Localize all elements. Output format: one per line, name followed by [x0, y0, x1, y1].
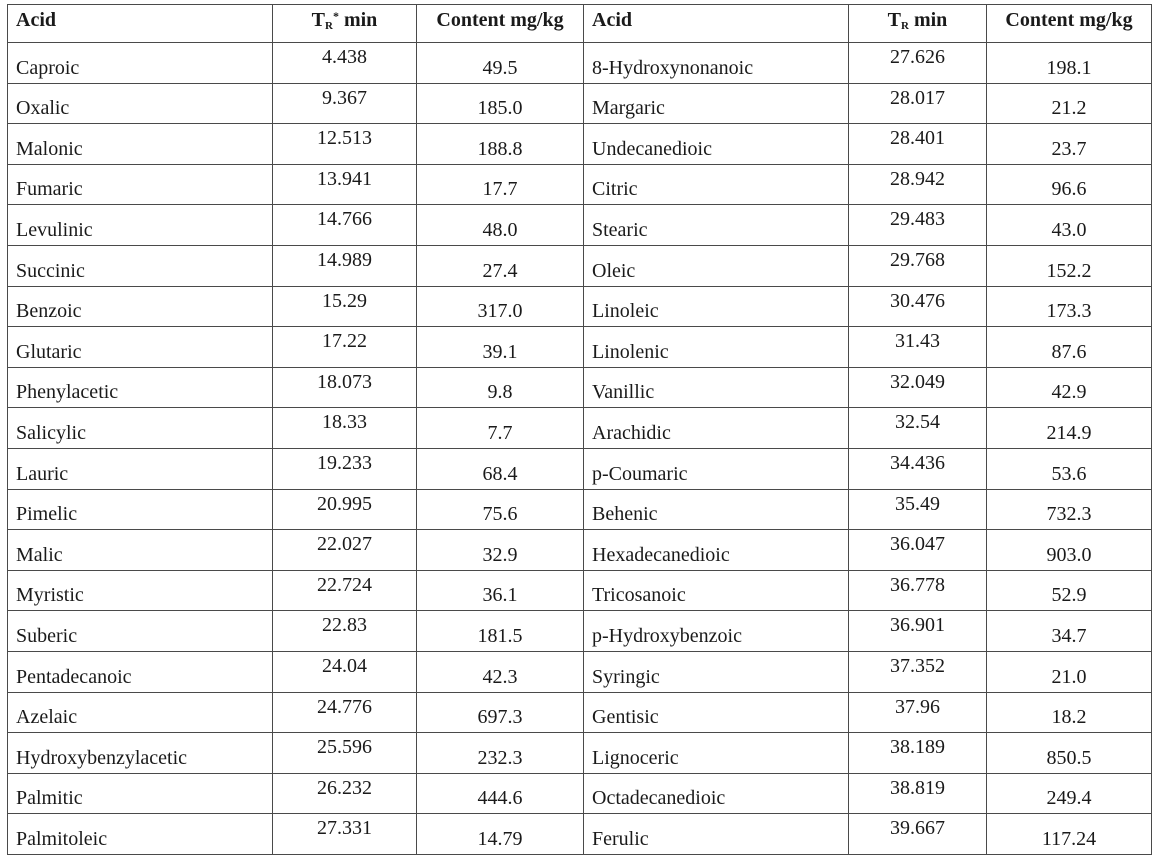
- acid-name-cell: Succinic: [8, 245, 273, 286]
- acid-name-cell: Myristic: [8, 570, 273, 611]
- acid-name-cell: p-Hydroxybenzoic: [584, 611, 849, 652]
- acid-name-cell: Tricosanoic: [584, 570, 849, 611]
- acid-name-cell: Syringic: [584, 651, 849, 692]
- acid-name-cell: Phenylacetic: [8, 367, 273, 408]
- table-row: [8, 773, 1152, 814]
- retention-time-cell: 32.049: [849, 367, 987, 408]
- acid-name-cell: Linolenic: [584, 327, 849, 368]
- acid-name-cell: Malonic: [8, 124, 273, 165]
- retention-time-cell: 18.073: [273, 367, 417, 408]
- content-cell: 697.3: [417, 692, 584, 733]
- retention-time-cell: 9.367: [273, 83, 417, 124]
- content-cell: 96.6: [987, 164, 1152, 205]
- content-cell: 214.9: [987, 408, 1152, 449]
- content-cell: 21.0: [987, 651, 1152, 692]
- content-cell: 43.0: [987, 205, 1152, 246]
- acid-name-cell: Azelaic: [8, 692, 273, 733]
- table-row: [8, 286, 1152, 327]
- acid-name-cell: Pentadecanoic: [8, 651, 273, 692]
- acid-name-cell: Linoleic: [584, 286, 849, 327]
- retention-time-cell: 14.766: [273, 205, 417, 246]
- content-cell: 87.6: [987, 327, 1152, 368]
- retention-time-cell: 27.331: [273, 814, 417, 855]
- content-cell: 23.7: [987, 124, 1152, 165]
- table-row: [8, 124, 1152, 165]
- acid-name-cell: p-Coumaric: [584, 448, 849, 489]
- acid-name-cell: Benzoic: [8, 286, 273, 327]
- retention-time-cell: 4.438: [273, 43, 417, 84]
- acid-name-cell: Lauric: [8, 448, 273, 489]
- content-cell: 48.0: [417, 205, 584, 246]
- acid-name-cell: 8-Hydroxynonanoic: [584, 43, 849, 84]
- retention-time-cell: 12.513: [273, 124, 417, 165]
- header-tr-sub: R: [325, 20, 333, 32]
- table-row: [8, 164, 1152, 205]
- header-acid: Acid: [8, 5, 273, 43]
- content-cell: 181.5: [417, 611, 584, 652]
- retention-time-cell: 39.667: [849, 814, 987, 855]
- retention-time-cell: 13.941: [273, 164, 417, 205]
- acid-name-cell: Pimelic: [8, 489, 273, 530]
- content-cell: 42.3: [417, 651, 584, 692]
- acid-name-cell: Lignoceric: [584, 733, 849, 774]
- retention-time-cell: 22.724: [273, 570, 417, 611]
- content-cell: 52.9: [987, 570, 1152, 611]
- acid-name-cell: Hydroxybenzylacetic: [8, 733, 273, 774]
- header-retention-time-marked: [273, 5, 417, 43]
- acid-name-cell: Fumaric: [8, 164, 273, 205]
- content-cell: 7.7: [417, 408, 584, 449]
- content-cell: 317.0: [417, 286, 584, 327]
- header-tr-main-2: T: [887, 9, 902, 31]
- acid-name-cell: Palmitic: [8, 773, 273, 814]
- content-cell: 117.24: [987, 814, 1152, 855]
- content-cell: 198.1: [987, 43, 1152, 84]
- retention-time-cell: 15.29: [273, 286, 417, 327]
- acid-name-cell: Undecanedioic: [584, 124, 849, 165]
- retention-time-cell: 25.596: [273, 733, 417, 774]
- retention-time-cell: 17.22: [273, 327, 417, 368]
- acid-name-cell: Palmitoleic: [8, 814, 273, 855]
- retention-time-cell: 22.027: [273, 530, 417, 571]
- table-row: [8, 408, 1152, 449]
- content-cell: 444.6: [417, 773, 584, 814]
- retention-time-cell: 19.233: [273, 448, 417, 489]
- table-row: [8, 814, 1152, 855]
- content-cell: 34.7: [987, 611, 1152, 652]
- content-cell: 68.4: [417, 448, 584, 489]
- table-row: [8, 530, 1152, 571]
- retention-time-cell: 28.942: [849, 164, 987, 205]
- table-row: [8, 367, 1152, 408]
- content-cell: 903.0: [987, 530, 1152, 571]
- content-cell: 173.3: [987, 286, 1152, 327]
- content-cell: 21.2: [987, 83, 1152, 124]
- content-cell: 9.8: [417, 367, 584, 408]
- header-tr-sub-2: R: [901, 20, 909, 32]
- table-header-row: [8, 5, 1152, 43]
- header-tr-sup: *: [332, 9, 339, 23]
- acid-name-cell: Glutaric: [8, 327, 273, 368]
- table-row: [8, 733, 1152, 774]
- retention-time-cell: 29.483: [849, 205, 987, 246]
- acid-name-cell: Margaric: [584, 83, 849, 124]
- acid-content-table: [7, 4, 1152, 855]
- header-content-2: Content mg/kg: [987, 5, 1152, 43]
- table-row: [8, 692, 1152, 733]
- acid-name-cell: Caproic: [8, 43, 273, 84]
- retention-time-cell: 14.989: [273, 245, 417, 286]
- retention-time-cell: 28.401: [849, 124, 987, 165]
- acid-name-cell: Hexadecanedioic: [584, 530, 849, 571]
- retention-time-cell: 26.232: [273, 773, 417, 814]
- retention-time-cell: 30.476: [849, 286, 987, 327]
- content-cell: 17.7: [417, 164, 584, 205]
- retention-time-cell: 37.352: [849, 651, 987, 692]
- content-cell: 39.1: [417, 327, 584, 368]
- table-row: [8, 327, 1152, 368]
- content-cell: 42.9: [987, 367, 1152, 408]
- content-cell: 732.3: [987, 489, 1152, 530]
- content-cell: 32.9: [417, 530, 584, 571]
- acid-name-cell: Levulinic: [8, 205, 273, 246]
- content-cell: 53.6: [987, 448, 1152, 489]
- retention-time-cell: 37.96: [849, 692, 987, 733]
- acid-name-cell: Suberic: [8, 611, 273, 652]
- retention-time-cell: 24.776: [273, 692, 417, 733]
- header-acid-2: Acid: [584, 5, 849, 43]
- table-row: [8, 83, 1152, 124]
- retention-time-cell: 31.43: [849, 327, 987, 368]
- retention-time-cell: 34.436: [849, 448, 987, 489]
- acid-name-cell: Citric: [584, 164, 849, 205]
- retention-time-cell: 38.189: [849, 733, 987, 774]
- header-tr-unit-2: min: [913, 9, 948, 31]
- table-row: [8, 570, 1152, 611]
- retention-time-cell: 36.778: [849, 570, 987, 611]
- content-cell: 232.3: [417, 733, 584, 774]
- content-cell: 850.5: [987, 733, 1152, 774]
- retention-time-cell: 35.49: [849, 489, 987, 530]
- retention-time-cell: 18.33: [273, 408, 417, 449]
- header-tr-main: T: [311, 9, 326, 31]
- table-row: [8, 489, 1152, 530]
- table-row: [8, 43, 1152, 84]
- content-cell: 152.2: [987, 245, 1152, 286]
- acid-name-cell: Oxalic: [8, 83, 273, 124]
- retention-time-cell: 24.04: [273, 651, 417, 692]
- acid-name-cell: Gentisic: [584, 692, 849, 733]
- content-cell: 249.4: [987, 773, 1152, 814]
- header-tr-unit: min: [343, 9, 378, 31]
- acid-name-cell: Stearic: [584, 205, 849, 246]
- content-cell: 49.5: [417, 43, 584, 84]
- content-cell: 18.2: [987, 692, 1152, 733]
- acid-name-cell: Salicylic: [8, 408, 273, 449]
- table-row: [8, 611, 1152, 652]
- retention-time-cell: 36.047: [849, 530, 987, 571]
- retention-time-cell: 29.768: [849, 245, 987, 286]
- table-row: [8, 205, 1152, 246]
- acid-name-cell: Behenic: [584, 489, 849, 530]
- content-cell: 185.0: [417, 83, 584, 124]
- header-retention-time: [849, 5, 987, 43]
- retention-time-cell: 28.017: [849, 83, 987, 124]
- table-body: [8, 43, 1152, 855]
- retention-time-cell: 32.54: [849, 408, 987, 449]
- content-cell: 14.79: [417, 814, 584, 855]
- acid-name-cell: Octadecanedioic: [584, 773, 849, 814]
- acid-name-cell: Malic: [8, 530, 273, 571]
- table-row: [8, 651, 1152, 692]
- header-content: Content mg/kg: [417, 5, 584, 43]
- acid-name-cell: Vanillic: [584, 367, 849, 408]
- retention-time-cell: 36.901: [849, 611, 987, 652]
- table-row: [8, 245, 1152, 286]
- content-cell: 36.1: [417, 570, 584, 611]
- table-row: [8, 448, 1152, 489]
- content-cell: 75.6: [417, 489, 584, 530]
- retention-time-cell: 22.83: [273, 611, 417, 652]
- acid-name-cell: Arachidic: [584, 408, 849, 449]
- content-cell: 27.4: [417, 245, 584, 286]
- retention-time-cell: 27.626: [849, 43, 987, 84]
- content-cell: 188.8: [417, 124, 584, 165]
- acid-name-cell: Ferulic: [584, 814, 849, 855]
- retention-time-cell: 20.995: [273, 489, 417, 530]
- retention-time-cell: 38.819: [849, 773, 987, 814]
- acid-name-cell: Oleic: [584, 245, 849, 286]
